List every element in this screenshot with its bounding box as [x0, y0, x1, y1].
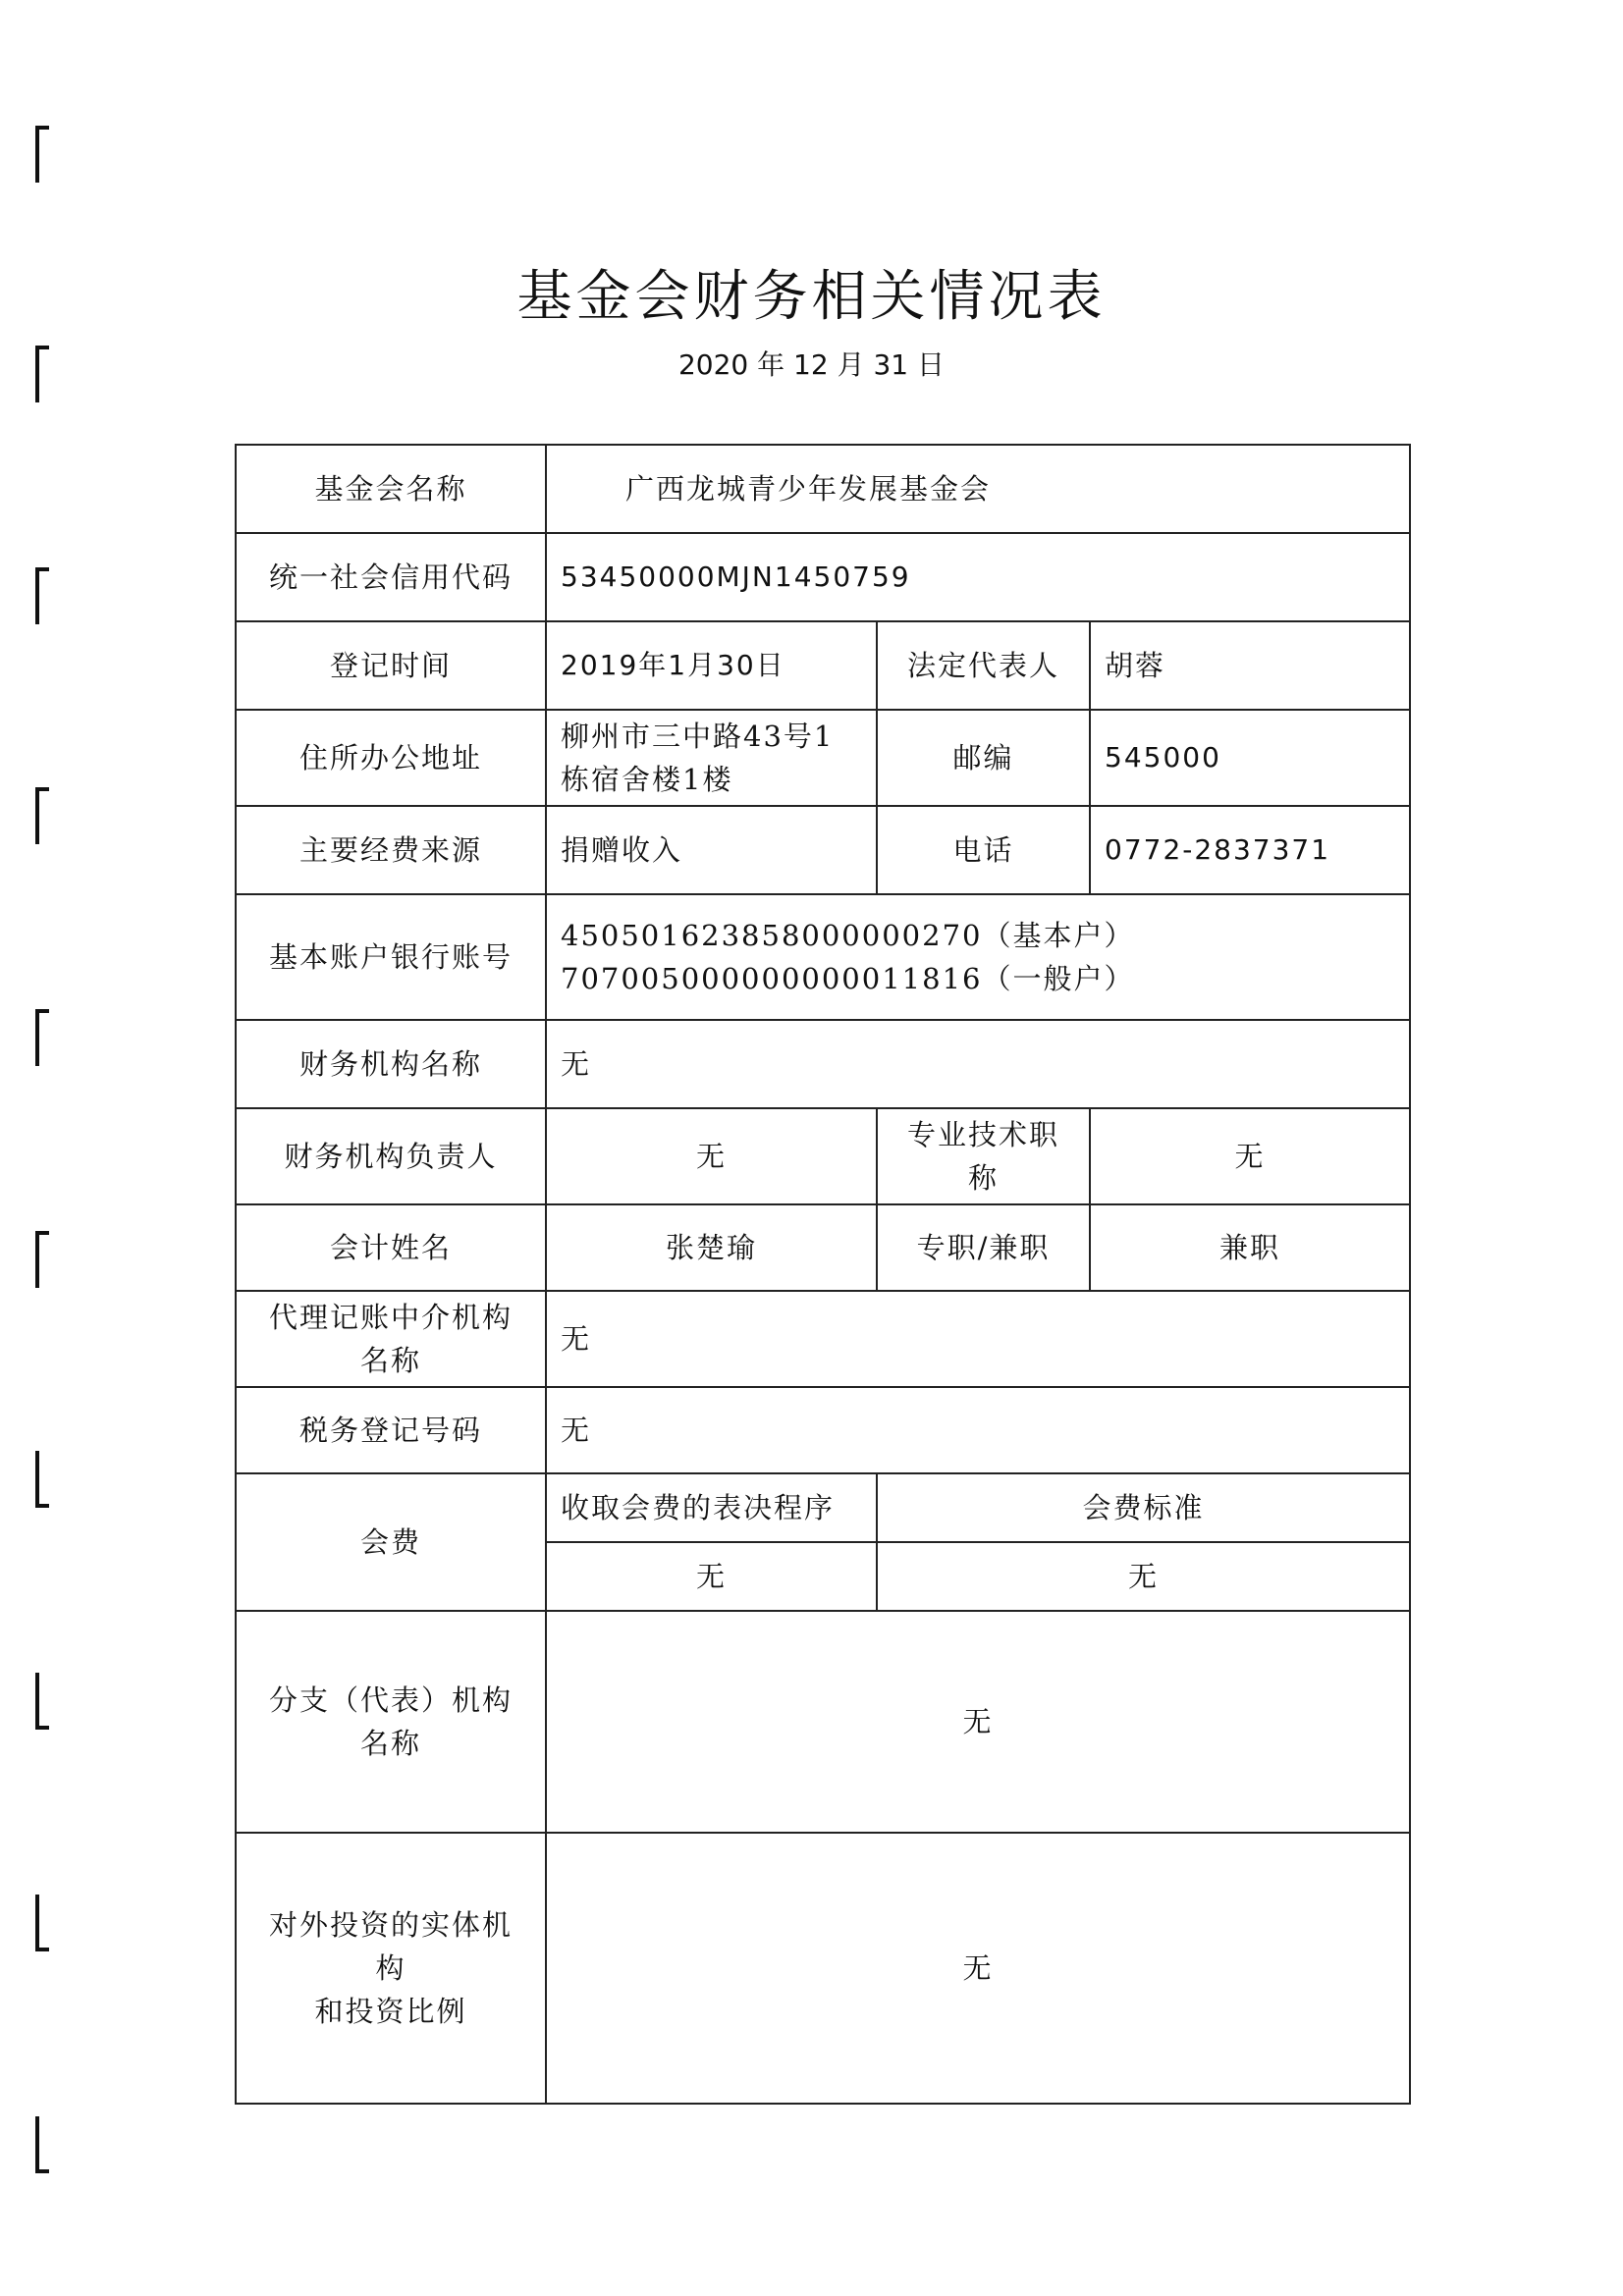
binding-mark [35, 567, 49, 624]
agency-label-line-1: 代理记账中介机构 [268, 1301, 513, 1334]
phone-label: 电话 [877, 806, 1090, 894]
table-row [236, 710, 1410, 806]
registration-date-value: 2019年1月30日 [546, 621, 877, 710]
branch-value: 无 [546, 1611, 1410, 1833]
agency-value: 无 [546, 1291, 1410, 1387]
binding-mark [35, 2116, 49, 2173]
branch-label-line-1: 分支（代表）机构 [268, 1683, 513, 1717]
finance-org-label: 财务机构名称 [236, 1020, 546, 1108]
branch-label-line-2: 名称 [359, 1727, 421, 1760]
professional-title-label-line-1: 专业技术职 [906, 1118, 1059, 1151]
table-row [236, 1611, 1410, 1833]
accountant-value: 张楚瑜 [546, 1204, 877, 1291]
accountant-label: 会计姓名 [236, 1204, 546, 1291]
legal-representative-value: 胡蓉 [1090, 621, 1410, 710]
finance-head-value: 无 [546, 1108, 877, 1204]
document-title: 基金会财务相关情况表 [516, 265, 1107, 329]
table-row [236, 1473, 1410, 1542]
investment-label-line-2: 构 [375, 1951, 406, 1985]
registration-date-label: 登记时间 [236, 621, 546, 710]
postcode-label: 邮编 [877, 710, 1090, 806]
table-row [236, 1020, 1410, 1108]
binding-mark [35, 1231, 49, 1288]
postcode-value: 545000 [1090, 710, 1410, 806]
employment-type-value: 兼职 [1090, 1204, 1410, 1291]
table-row [236, 1833, 1410, 2104]
table-row [236, 445, 1410, 533]
funding-source-value: 捐赠收入 [546, 806, 877, 894]
investment-label [236, 1833, 546, 2104]
professional-title-label-line-2: 称 [967, 1161, 999, 1195]
table-row [236, 533, 1410, 621]
binding-mark [35, 126, 49, 183]
phone-value: 0772-2837371 [1090, 806, 1410, 894]
credit-code-label: 统一社会信用代码 [236, 533, 546, 621]
address-value [546, 710, 877, 806]
foundation-name-label: 基金会名称 [236, 445, 546, 533]
binding-mark [35, 1009, 49, 1066]
table-row [236, 1387, 1410, 1473]
binding-mark [35, 1451, 49, 1508]
tax-number-label: 税务登记号码 [236, 1387, 546, 1473]
address-line-2: 栋宿舍楼1楼 [561, 763, 733, 796]
finance-head-label: 财务机构负责人 [236, 1108, 546, 1204]
investment-label-line-3: 和投资比例 [314, 1995, 467, 2028]
fee-standard-label: 会费标准 [877, 1473, 1410, 1542]
binding-mark [35, 1895, 49, 1951]
investment-label-line-1: 对外投资的实体机 [268, 1908, 513, 1942]
binding-mark [35, 1673, 49, 1730]
fee-procedure-label: 收取会费的表决程序 [546, 1473, 877, 1542]
address-line-1: 柳州市三中路43号1 [561, 720, 835, 753]
finance-org-value: 无 [546, 1020, 1410, 1108]
legal-representative-label: 法定代表人 [877, 621, 1090, 710]
bank-account-general: 707005000000000011816（一般户） [561, 962, 1135, 995]
agency-label [236, 1291, 546, 1387]
professional-title-value: 无 [1090, 1108, 1410, 1204]
investment-value: 无 [546, 1833, 1410, 2104]
bank-account-value [546, 894, 1410, 1020]
professional-title-label [877, 1108, 1090, 1204]
table-row [236, 806, 1410, 894]
table-row [236, 1204, 1410, 1291]
credit-code-value: 53450000MJN1450759 [546, 533, 1410, 621]
agency-label-line-2: 名称 [359, 1344, 421, 1377]
binding-mark [35, 787, 49, 844]
bank-account-label: 基本账户银行账号 [236, 894, 546, 1020]
table-row [236, 1291, 1410, 1387]
document-date: 2020 年 12 月 31 日 [677, 348, 946, 381]
tax-number-value: 无 [546, 1387, 1410, 1473]
table-row [236, 621, 1410, 710]
employment-type-label: 专职/兼职 [877, 1204, 1090, 1291]
foundation-name-value: 广西龙城青少年发展基金会 [546, 445, 1410, 533]
membership-fee-label: 会费 [236, 1473, 546, 1611]
finance-info-table [235, 444, 1411, 2105]
address-label: 住所办公地址 [236, 710, 546, 806]
table-row [236, 1108, 1410, 1204]
funding-source-label: 主要经费来源 [236, 806, 546, 894]
fee-standard-value: 无 [877, 1542, 1410, 1611]
bank-account-basic: 450501623858000000270（基本户） [561, 919, 1135, 952]
table-row [236, 894, 1410, 1020]
fee-procedure-value: 无 [546, 1542, 877, 1611]
branch-label [236, 1611, 546, 1833]
